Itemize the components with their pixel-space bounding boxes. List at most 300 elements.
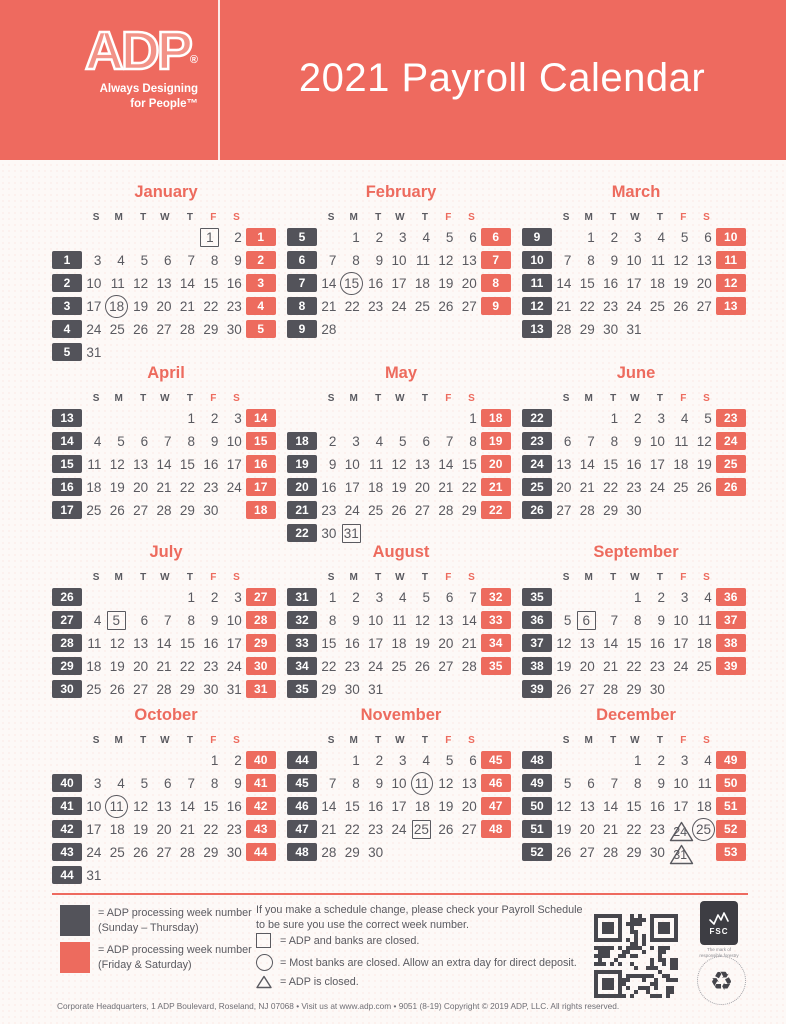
day-header: F	[445, 572, 452, 583]
day-cell: 1	[210, 752, 219, 768]
day-cell	[669, 501, 692, 519]
day-cell: 15	[321, 635, 337, 651]
week-number-left: 48	[522, 751, 552, 769]
day-cell	[129, 751, 152, 769]
day-cell	[82, 409, 105, 427]
day-cell: 5	[422, 589, 430, 605]
day-cell: 20	[556, 479, 572, 495]
day-header: W	[630, 393, 640, 404]
day-header: W	[395, 572, 405, 583]
day-cell: 11	[87, 456, 102, 472]
day-header: S	[468, 735, 475, 746]
day-cell: 13	[156, 798, 172, 814]
bank-closed-circle-mark: 11	[105, 795, 127, 818]
day-cell: 10	[86, 275, 102, 291]
day-cell: 26	[438, 298, 454, 314]
week-number-right: 23	[716, 409, 746, 427]
day-header: W	[160, 393, 170, 404]
day-cell: 20	[579, 658, 595, 674]
day-cell: 7	[587, 433, 595, 449]
day-cell	[457, 680, 480, 698]
week-number-right: 44	[246, 843, 276, 861]
day-cell	[82, 751, 105, 769]
day-cell: 8	[634, 775, 642, 791]
recycled-paper-badge	[697, 956, 746, 1005]
day-cell	[552, 751, 575, 769]
day-cell	[317, 228, 340, 246]
day-cell: 23	[203, 658, 219, 674]
month-march	[522, 183, 750, 338]
day-cell	[387, 524, 410, 542]
day-header: M	[584, 572, 593, 583]
legend-symbol-closed	[256, 933, 419, 948]
day-cell: 20	[696, 275, 712, 291]
week-number-left: 47	[287, 820, 317, 838]
week-number-left: 28	[52, 634, 82, 652]
day-cell: 28	[603, 681, 619, 697]
circle-symbol-label: = Most banks are closed. Allow an extra day for direct deposit.	[280, 956, 577, 969]
day-cell: 29	[179, 681, 195, 697]
day-cell: 31	[626, 321, 642, 337]
day-cell	[552, 409, 575, 427]
day-cell: 9	[657, 775, 665, 791]
day-cell: 24	[391, 298, 407, 314]
week-number-right: 14	[246, 409, 276, 427]
day-cell: 13	[133, 635, 149, 651]
day-cell: 11	[697, 775, 712, 791]
day-header: S	[233, 735, 240, 746]
week-number-right: 51	[716, 797, 746, 815]
day-header: M	[584, 735, 593, 746]
day-cell: 12	[133, 798, 149, 814]
day-cell: 15	[579, 275, 595, 291]
day-cell: 22	[344, 298, 360, 314]
day-cell: 6	[140, 612, 149, 628]
closed-box-mark: 1	[200, 228, 219, 247]
day-cell	[575, 588, 598, 606]
day-cell	[434, 680, 457, 698]
day-cell: 16	[203, 635, 219, 651]
day-cell: 7	[328, 252, 337, 268]
day-cell: 19	[556, 821, 572, 837]
day-cell: 30	[203, 502, 219, 518]
month-title: June	[616, 364, 656, 382]
day-cell: 7	[469, 589, 477, 605]
day-cell	[575, 611, 598, 629]
day-cell: 12	[438, 775, 454, 791]
month-title: October	[134, 706, 198, 724]
day-cell: 14	[579, 456, 595, 472]
week-number-left: 40	[52, 774, 82, 792]
day-cell: 4	[422, 752, 430, 768]
day-cell: 25	[414, 298, 430, 314]
day-cell	[387, 843, 410, 861]
day-cell: 22	[344, 821, 360, 837]
day-cell: 6	[164, 252, 172, 268]
day-cell: 13	[696, 252, 712, 268]
day-cell: 11	[697, 612, 712, 628]
day-header: T	[375, 393, 382, 404]
day-cell: 14	[603, 635, 619, 651]
day-cell: 12	[556, 635, 572, 651]
day-cell: 26	[414, 658, 430, 674]
day-header: T	[186, 572, 193, 583]
day-cell: 10	[391, 252, 407, 268]
month-september	[522, 543, 750, 698]
day-cell: 23	[626, 479, 642, 495]
day-cell: 12	[133, 275, 149, 291]
day-cell	[129, 409, 152, 427]
month-title: July	[149, 543, 183, 561]
fsc-badge	[699, 901, 739, 959]
day-cell: 2	[375, 752, 384, 768]
week-number-left: 3	[52, 297, 82, 315]
day-cell: 19	[133, 821, 149, 837]
day-cell: 21	[321, 821, 337, 837]
day-cell: 3	[399, 752, 407, 768]
week-number-right: 42	[246, 797, 276, 815]
day-cell	[552, 588, 575, 606]
day-header: T	[186, 212, 193, 223]
day-cell	[222, 501, 245, 519]
day-cell: 6	[469, 752, 477, 768]
month-title: May	[384, 364, 418, 382]
weekend-swatch	[60, 942, 90, 973]
day-cell: 8	[352, 252, 360, 268]
week-number-right: 38	[716, 634, 746, 652]
month-days	[287, 386, 515, 542]
day-cell	[105, 797, 128, 815]
day-cell	[669, 680, 692, 698]
day-cell: 22	[203, 821, 219, 837]
day-cell: 13	[156, 275, 172, 291]
month-days	[52, 728, 280, 884]
day-header: M	[349, 393, 358, 404]
day-cell: 4	[93, 612, 102, 628]
day-cell: 16	[368, 798, 384, 814]
day-cell: 23	[603, 298, 619, 314]
bank-closed-circle-mark: 11	[411, 772, 433, 795]
day-cell: 17	[86, 821, 102, 837]
day-cell: 5	[117, 433, 125, 449]
day-cell: 12	[673, 252, 689, 268]
day-header: T	[375, 735, 382, 746]
week-number-left: 42	[52, 820, 82, 838]
day-cell: 12	[391, 456, 407, 472]
schedule-note-line2: to be sure you use the correct week number.	[256, 919, 470, 932]
week-number-right: 7	[481, 251, 511, 269]
day-header: S	[703, 393, 710, 404]
day-cell	[692, 680, 715, 698]
day-cell: 23	[649, 658, 665, 674]
day-cell: 31	[86, 344, 102, 360]
day-cell: 21	[603, 658, 619, 674]
day-cell: 4	[399, 589, 407, 605]
day-cell	[457, 524, 480, 542]
day-cell	[434, 409, 457, 427]
day-cell	[152, 751, 175, 769]
day-cell: 15	[626, 798, 642, 814]
week-number-right: 43	[246, 820, 276, 838]
week-number-left: 30	[52, 680, 82, 698]
day-cell: 4	[117, 252, 125, 268]
day-cell: 30	[203, 681, 219, 697]
day-header: S	[327, 572, 335, 583]
month-days	[52, 205, 280, 361]
day-cell: 19	[556, 658, 572, 674]
day-cell: 11	[674, 433, 689, 449]
day-cell	[82, 228, 105, 246]
day-cell: 22	[179, 658, 195, 674]
day-cell	[152, 588, 175, 606]
day-cell	[411, 843, 434, 861]
day-cell: 13	[133, 456, 149, 472]
legend-item-weekend	[60, 942, 252, 973]
weekday-swatch	[60, 905, 90, 936]
day-cell: 23	[226, 298, 242, 314]
day-cell: 9	[657, 612, 665, 628]
day-cell: 1	[187, 410, 195, 426]
day-cell: 25	[391, 658, 407, 674]
day-cell: 29	[579, 321, 595, 337]
week-number-right: 33	[481, 611, 511, 629]
week-number-left: 24	[522, 455, 552, 473]
day-cell: 19	[438, 275, 454, 291]
day-cell: 22	[626, 658, 642, 674]
day-cell	[575, 409, 598, 427]
day-cell: 17	[86, 298, 102, 314]
day-cell: 15	[203, 798, 219, 814]
day-cell	[222, 866, 245, 884]
week-number-right: 30	[246, 657, 276, 675]
day-cell: 13	[579, 798, 595, 814]
day-cell	[411, 774, 434, 792]
day-cell: 29	[344, 844, 360, 860]
day-cell	[692, 501, 715, 519]
day-header: S	[468, 212, 475, 223]
day-cell: 18	[696, 635, 712, 651]
day-cell: 1	[610, 410, 619, 426]
day-cell: 7	[164, 433, 172, 449]
week-number-left: 15	[52, 455, 82, 473]
week-number-right: 46	[481, 774, 511, 792]
day-cell: 25	[649, 298, 665, 314]
day-header: F	[680, 735, 687, 746]
day-cell: 13	[461, 775, 477, 791]
day-header: M	[349, 212, 358, 223]
recycle-icon: ♻	[709, 965, 734, 996]
week-number-left: 2	[52, 274, 82, 292]
month-november	[287, 706, 515, 861]
day-cell: 3	[680, 589, 689, 605]
day-cell: 7	[610, 612, 619, 628]
day-cell: 1	[352, 752, 360, 768]
day-cell: 4	[657, 229, 665, 245]
day-cell: 11	[369, 456, 384, 472]
day-cell: 24	[391, 821, 407, 837]
day-cell: 26	[109, 681, 125, 697]
day-cell: 14	[556, 275, 572, 291]
day-cell	[129, 588, 152, 606]
day-header: T	[421, 393, 428, 404]
week-number-left: 18	[287, 432, 317, 450]
week-number-right: 27	[246, 588, 276, 606]
day-cell: 21	[179, 298, 195, 314]
day-cell: 28	[321, 321, 337, 337]
day-cell: 3	[93, 775, 102, 791]
weekend-swatch-line1: = ADP processing week number	[98, 944, 252, 956]
day-cell: 13	[556, 456, 572, 472]
day-header: M	[114, 212, 123, 223]
day-header: T	[421, 212, 428, 223]
day-cell: 17	[673, 798, 689, 814]
day-cell: 12	[109, 456, 125, 472]
day-header: M	[584, 212, 593, 223]
day-cell: 18	[696, 798, 712, 814]
day-cell: 26	[673, 298, 689, 314]
day-cell: 25	[696, 658, 712, 674]
day-cell: 16	[226, 798, 242, 814]
week-number-left: 7	[287, 274, 317, 292]
week-number-left: 44	[287, 751, 317, 769]
week-number-left: 50	[522, 797, 552, 815]
month-july	[52, 543, 280, 698]
day-cell: 4	[93, 433, 102, 449]
day-cell: 6	[164, 775, 172, 791]
day-cell: 11	[87, 635, 102, 651]
day-cell: 28	[579, 502, 595, 518]
day-header: T	[656, 735, 663, 746]
week-number-right: 34	[481, 634, 511, 652]
day-cell: 14	[438, 456, 454, 472]
week-number-right: 18	[481, 409, 511, 427]
closed-box-mark: 6	[577, 611, 596, 630]
day-cell: 3	[634, 229, 642, 245]
day-cell: 7	[445, 433, 454, 449]
day-cell: 8	[210, 775, 219, 791]
week-number-right: 24	[716, 432, 746, 450]
day-cell: 18	[86, 479, 102, 495]
day-cell: 6	[422, 433, 430, 449]
week-number-left: 48	[287, 843, 317, 861]
day-cell: 3	[375, 589, 384, 605]
day-cell: 9	[352, 612, 360, 628]
day-header: S	[703, 212, 710, 223]
day-cell: 2	[657, 752, 665, 768]
fsc-logo-icon	[700, 901, 738, 945]
weekend-swatch-line2: (Friday & Saturday)	[98, 959, 192, 972]
day-cell: 14	[321, 798, 337, 814]
day-header: S	[327, 393, 335, 404]
day-header: M	[114, 735, 123, 746]
day-cell: 26	[696, 479, 712, 495]
day-cell: 20	[133, 658, 149, 674]
day-cell: 16	[226, 275, 242, 291]
day-cell: 22	[179, 479, 195, 495]
day-cell: 29	[179, 502, 195, 518]
day-cell: 10	[344, 456, 360, 472]
day-cell: 2	[610, 229, 619, 245]
day-header: S	[233, 572, 240, 583]
week-number-left: 11	[522, 274, 552, 292]
week-number-left: 26	[522, 501, 552, 519]
day-cell: 31	[226, 681, 242, 697]
day-cell: 2	[210, 410, 219, 426]
day-cell: 16	[321, 479, 337, 495]
week-number-right: 32	[481, 588, 511, 606]
week-number-right: 4	[246, 297, 276, 315]
day-cell: 23	[344, 658, 360, 674]
day-cell: 8	[210, 252, 219, 268]
tagline-line2: for People™	[130, 97, 198, 110]
day-cell: 5	[563, 775, 572, 791]
day-cell: 5	[445, 229, 454, 245]
day-cell	[364, 409, 387, 427]
day-header: T	[140, 572, 147, 583]
day-cell	[364, 524, 387, 542]
month-days	[522, 386, 750, 519]
day-cell	[457, 843, 480, 861]
day-cell: 9	[234, 775, 242, 791]
week-number-right: 3	[246, 274, 276, 292]
week-number-left: 35	[287, 680, 317, 698]
week-number-right: 26	[716, 478, 746, 496]
month-title: December	[596, 706, 676, 724]
day-header: T	[656, 212, 663, 223]
week-number-right: 5	[246, 320, 276, 338]
day-cell: 19	[109, 479, 125, 495]
day-cell: 21	[438, 479, 454, 495]
day-cell: 8	[187, 433, 195, 449]
legend-symbol-banks	[256, 954, 577, 971]
day-cell: 18	[391, 635, 407, 651]
day-cell: 23	[226, 821, 242, 837]
day-cell	[692, 820, 715, 838]
day-header: S	[92, 212, 100, 223]
day-cell: 19	[414, 635, 430, 651]
week-number-left: 27	[52, 611, 82, 629]
day-cell: 28	[156, 681, 172, 697]
week-number-right: 8	[481, 274, 511, 292]
week-number-left: 20	[287, 478, 317, 496]
day-cell: 16	[649, 798, 665, 814]
day-cell: 18	[649, 275, 665, 291]
day-cell	[411, 320, 434, 338]
day-cell	[411, 524, 434, 542]
day-cell: 4	[117, 775, 125, 791]
week-number-right: 45	[481, 751, 511, 769]
day-header: T	[375, 212, 382, 223]
day-cell: 12	[109, 635, 125, 651]
week-number-left: 10	[522, 251, 552, 269]
day-cell: 21	[156, 479, 172, 495]
week-number-right: 18	[246, 501, 276, 519]
day-header: S	[703, 572, 710, 583]
day-cell: 18	[86, 658, 102, 674]
day-cell: 8	[634, 612, 642, 628]
day-cell: 20	[461, 798, 477, 814]
day-cell: 28	[556, 321, 572, 337]
day-cell: 2	[210, 589, 219, 605]
day-header: T	[140, 212, 147, 223]
day-cell: 27	[461, 821, 477, 837]
weekday-swatch-line2: (Sunday – Thursday)	[98, 922, 199, 935]
day-cell: 30	[226, 321, 242, 337]
day-cell: 9	[610, 252, 619, 268]
month-days	[522, 205, 750, 338]
day-cell: 2	[352, 589, 360, 605]
day-cell: 22	[203, 298, 219, 314]
